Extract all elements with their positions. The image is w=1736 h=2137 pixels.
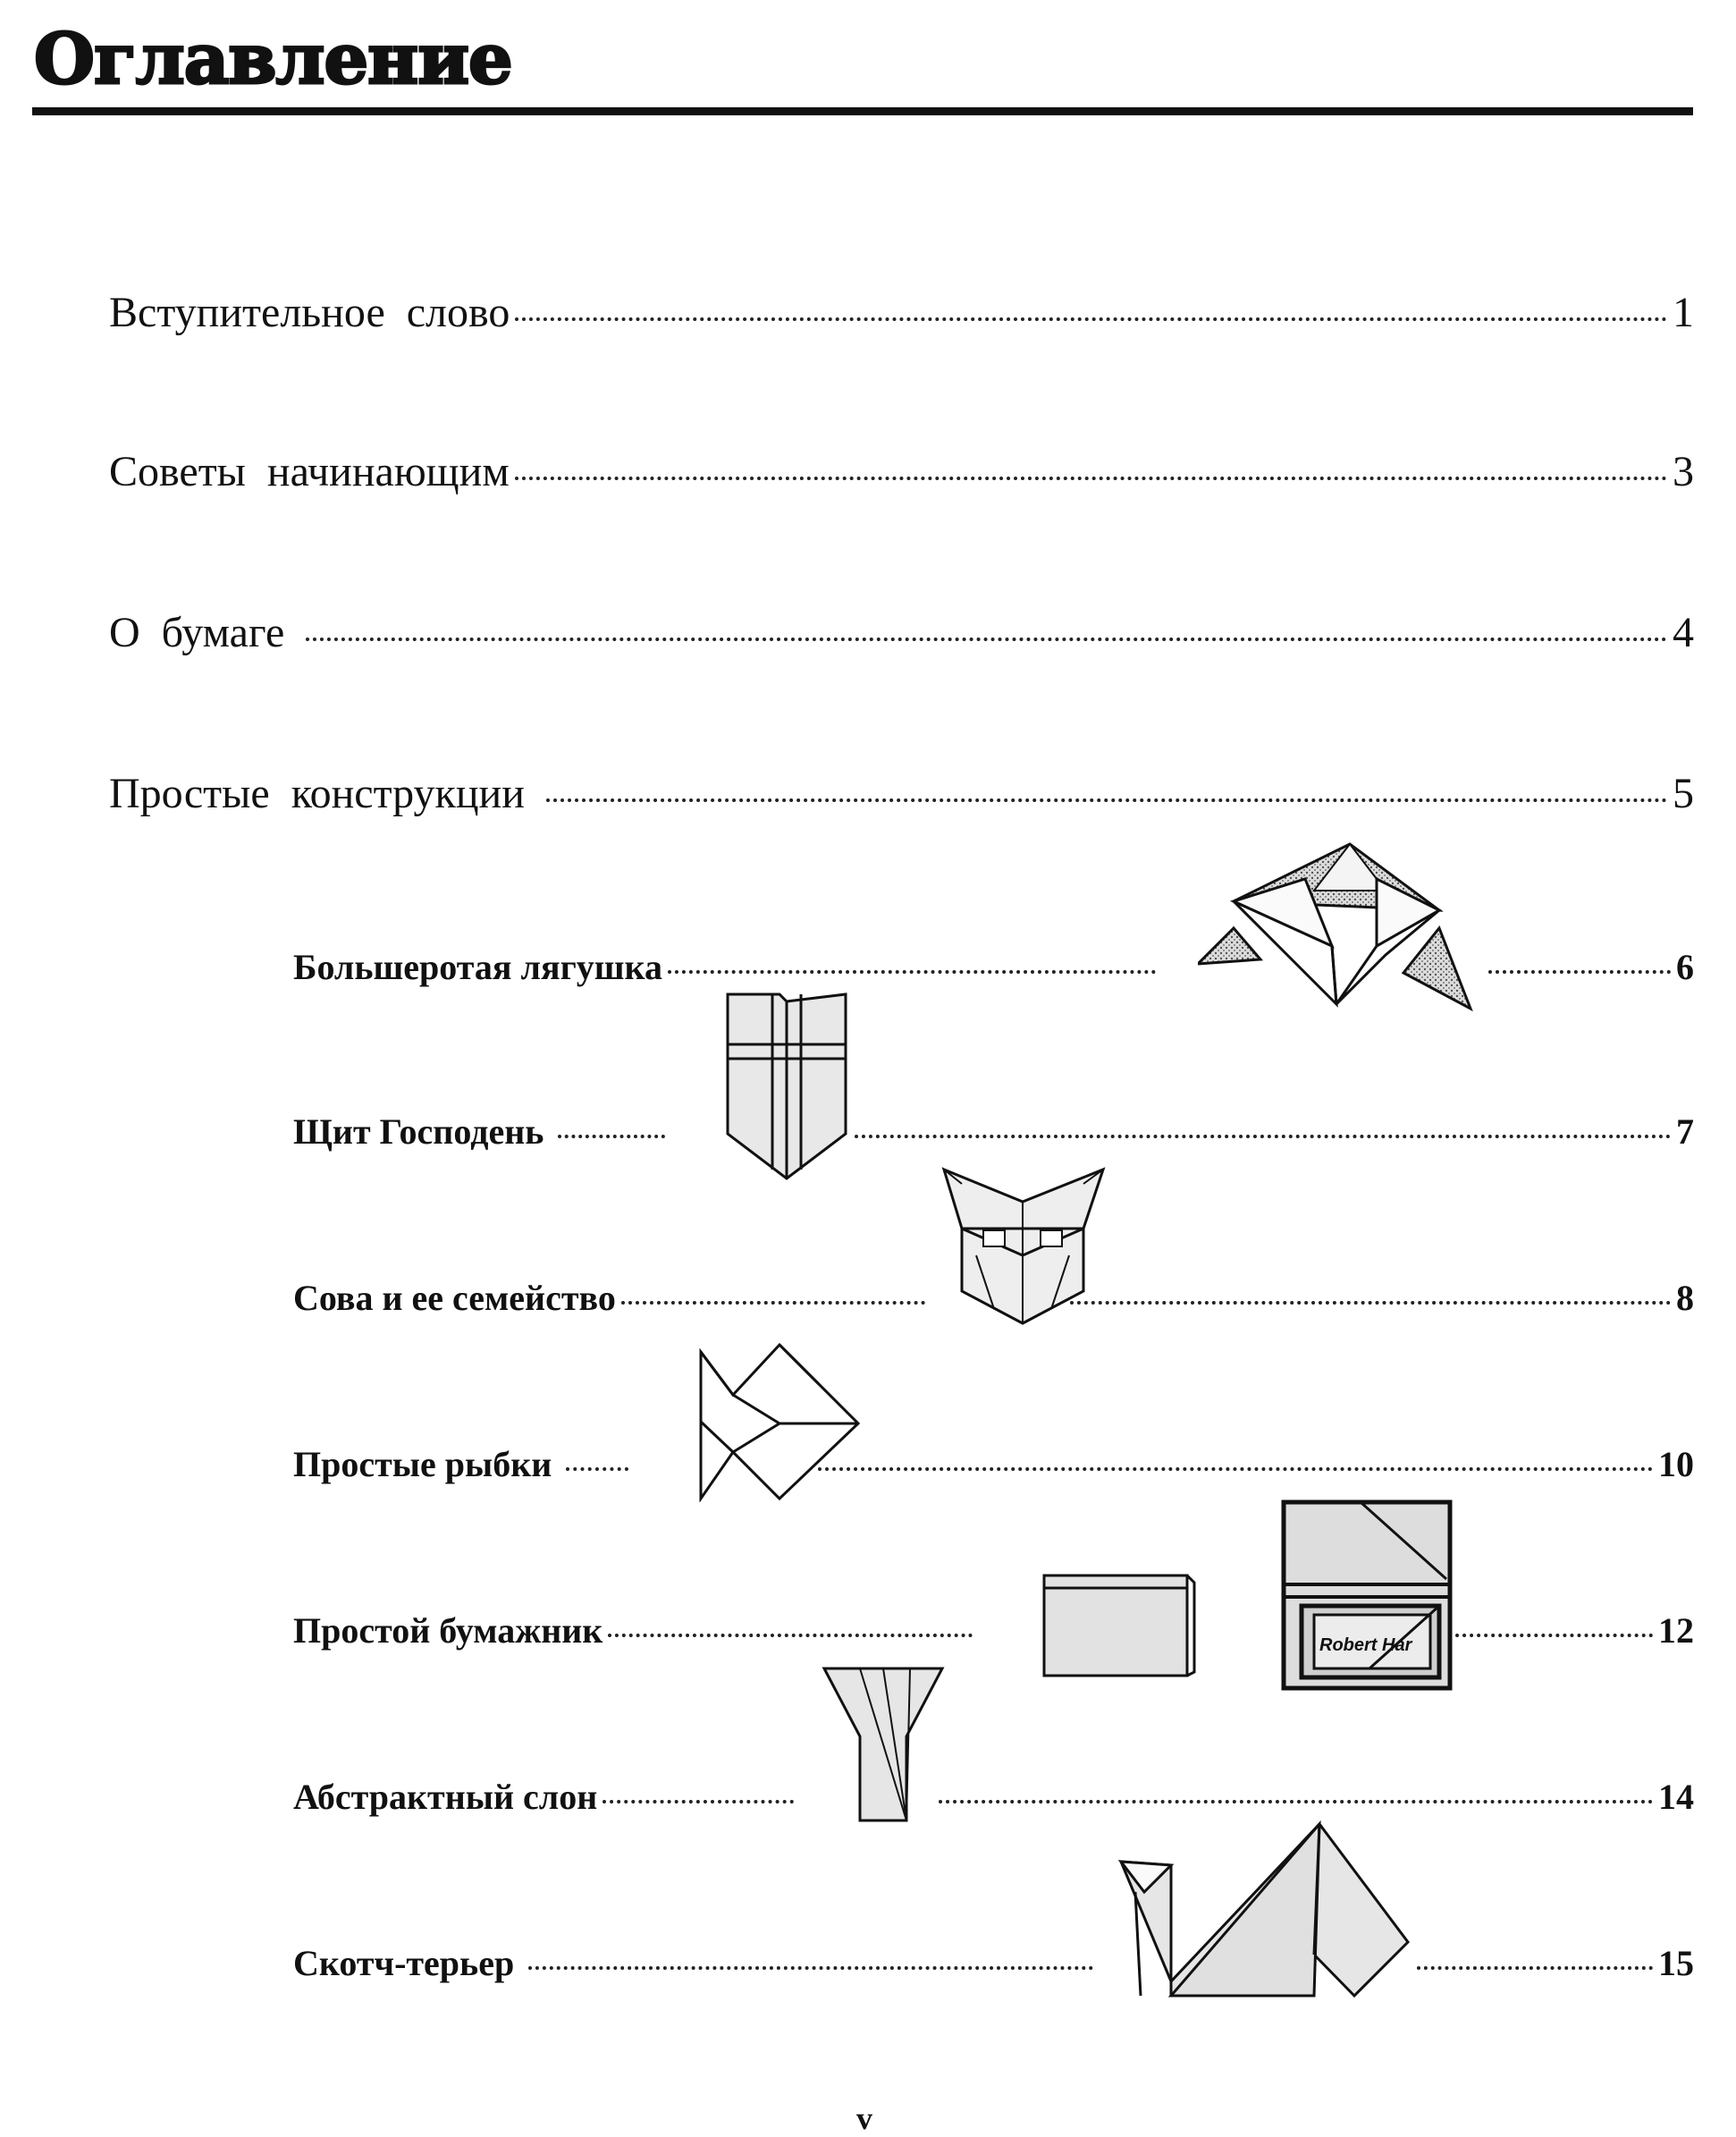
title-rule [32, 107, 1693, 115]
leader-dots [558, 1135, 665, 1138]
toc-label: Большеротая лягушка [293, 947, 662, 987]
toc-entry[interactable] [109, 288, 1694, 337]
shield-icon [724, 991, 849, 1184]
frog-icon [1198, 839, 1475, 1018]
toc-page: 7 [1676, 1111, 1694, 1152]
toc-label: Скотч-терьер [293, 1943, 515, 1983]
leader-dots [1070, 1301, 1671, 1305]
toc-label: Абстрактный слон [293, 1777, 598, 1817]
leader-dots [818, 1467, 1653, 1471]
toc-subentry[interactable] [293, 1443, 1694, 1485]
wallet-card-text: Robert Har [1319, 1635, 1412, 1655]
leader-dots [1448, 1634, 1653, 1637]
leader-dots [546, 798, 1667, 802]
toc-label: Простые конструкции [109, 770, 525, 817]
leader-dots [621, 1301, 925, 1305]
leader-dots [1417, 1966, 1653, 1970]
toc-subentry[interactable] [293, 1609, 1694, 1651]
toc-page: 12 [1658, 1610, 1694, 1651]
leader-dots [1488, 970, 1671, 974]
leader-dots [603, 1800, 794, 1803]
toc-label: Вступительное слово [109, 289, 510, 336]
toc-page: 4 [1673, 609, 1694, 656]
toc-label: О бумаге [109, 609, 285, 656]
toc-label: Простой бумажник [293, 1610, 603, 1651]
terrier-icon [1117, 1820, 1412, 1999]
toc-label: Сова и ее семейство [293, 1278, 616, 1318]
toc-entry[interactable] [109, 769, 1694, 818]
wallet-icon [1041, 1567, 1198, 1681]
leader-dots [306, 638, 1667, 641]
toc-entry[interactable] [109, 447, 1694, 496]
page-title: Оглавление [34, 19, 512, 100]
toc-page: 1 [1673, 289, 1694, 336]
elephant-icon [821, 1665, 946, 1824]
toc-label: Щит Господень [293, 1111, 544, 1152]
toc-label: Советы начинающим [109, 448, 510, 495]
toc-subentry[interactable] [293, 946, 1694, 988]
leader-dots [608, 1634, 973, 1637]
wallet-card-icon [1280, 1499, 1459, 1692]
leader-dots [515, 317, 1667, 321]
leader-dots [939, 1800, 1653, 1803]
toc-page: 5 [1673, 770, 1694, 817]
toc-page: 3 [1673, 448, 1694, 495]
leader-dots [668, 970, 1156, 974]
toc-page: 8 [1676, 1278, 1694, 1318]
owl-icon [940, 1166, 1107, 1327]
leader-dots [528, 1966, 1093, 1970]
leader-dots [855, 1135, 1671, 1138]
toc-subentry[interactable] [293, 1776, 1694, 1818]
toc-subentry[interactable] [293, 1111, 1694, 1153]
toc-label: Простые рыбки [293, 1444, 552, 1484]
leader-dots [515, 477, 1667, 480]
page-folio: v [856, 2100, 872, 2136]
toc-entry[interactable] [109, 608, 1694, 657]
toc-page: 15 [1658, 1943, 1694, 1983]
toc-page: 10 [1658, 1444, 1694, 1484]
toc-page: 6 [1676, 947, 1694, 987]
toc-subentry[interactable] [293, 1942, 1694, 1984]
leader-dots [566, 1467, 628, 1471]
fish-icon [697, 1341, 862, 1502]
toc-page: 14 [1658, 1777, 1694, 1817]
